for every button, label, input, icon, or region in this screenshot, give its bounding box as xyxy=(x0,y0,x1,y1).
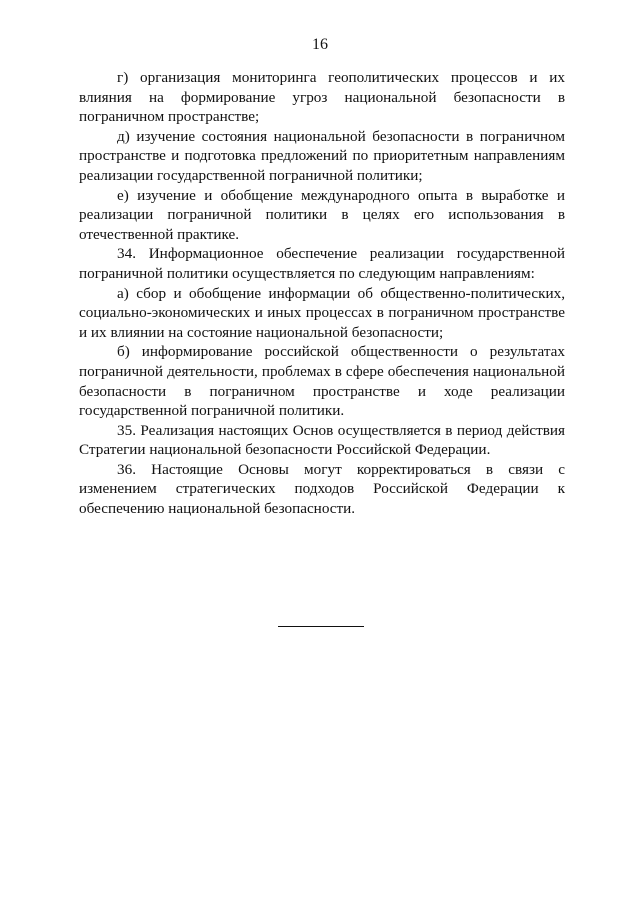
paragraph-b-informing: б) информирование российской общественности о результатах пограничной деятельности, проблемах в сфере обеспечения национальной безопасности в пограничном пространстве и ходе реализации государственной пограничной политики. xyxy=(79,343,565,420)
paragraph-36-adjustment: 36. Настоящие Основы могут корректироваться в связи с изменением стратегических подходов Российской Федерации к обеспечению национальной безопасности. xyxy=(79,460,565,518)
end-separator-line xyxy=(278,626,364,627)
page-number: 16 xyxy=(312,36,328,53)
paragraph-35-implementation: 35. Реализация настоящих Основ осуществляется в период действия Стратегии национальной безопасности Российской Федерации. xyxy=(79,421,565,459)
paragraph-d-study-state: д) изучение состояния национальной безопасности в пограничном пространстве и подготовка предложений по приоритетным направлениям реализации государственной пограничной политики; xyxy=(79,127,565,184)
paragraph-34-information-support: 34. Информационное обеспечение реализации государственной пограничной политики осуществляется по следующим направлениям: xyxy=(79,245,565,282)
paragraph-e-international-experience: е) изучение и обобщение международного опыта в выработке и реализации пограничной политики в целях его использования в отечественной практике. xyxy=(79,186,565,243)
document-body xyxy=(79,68,565,519)
paragraph-g-monitoring: г) организация мониторинга геополитических процессов и их влияния на формирование угроз национальной безопасности в пограничном пространстве; xyxy=(79,69,565,126)
paragraph-a-collection: а) сбор и обобщение информации об общественно-политических, социально-экономических и иных процессах в пограничном пространстве и их влиянии на состояние национальной безопасности; xyxy=(79,284,565,341)
